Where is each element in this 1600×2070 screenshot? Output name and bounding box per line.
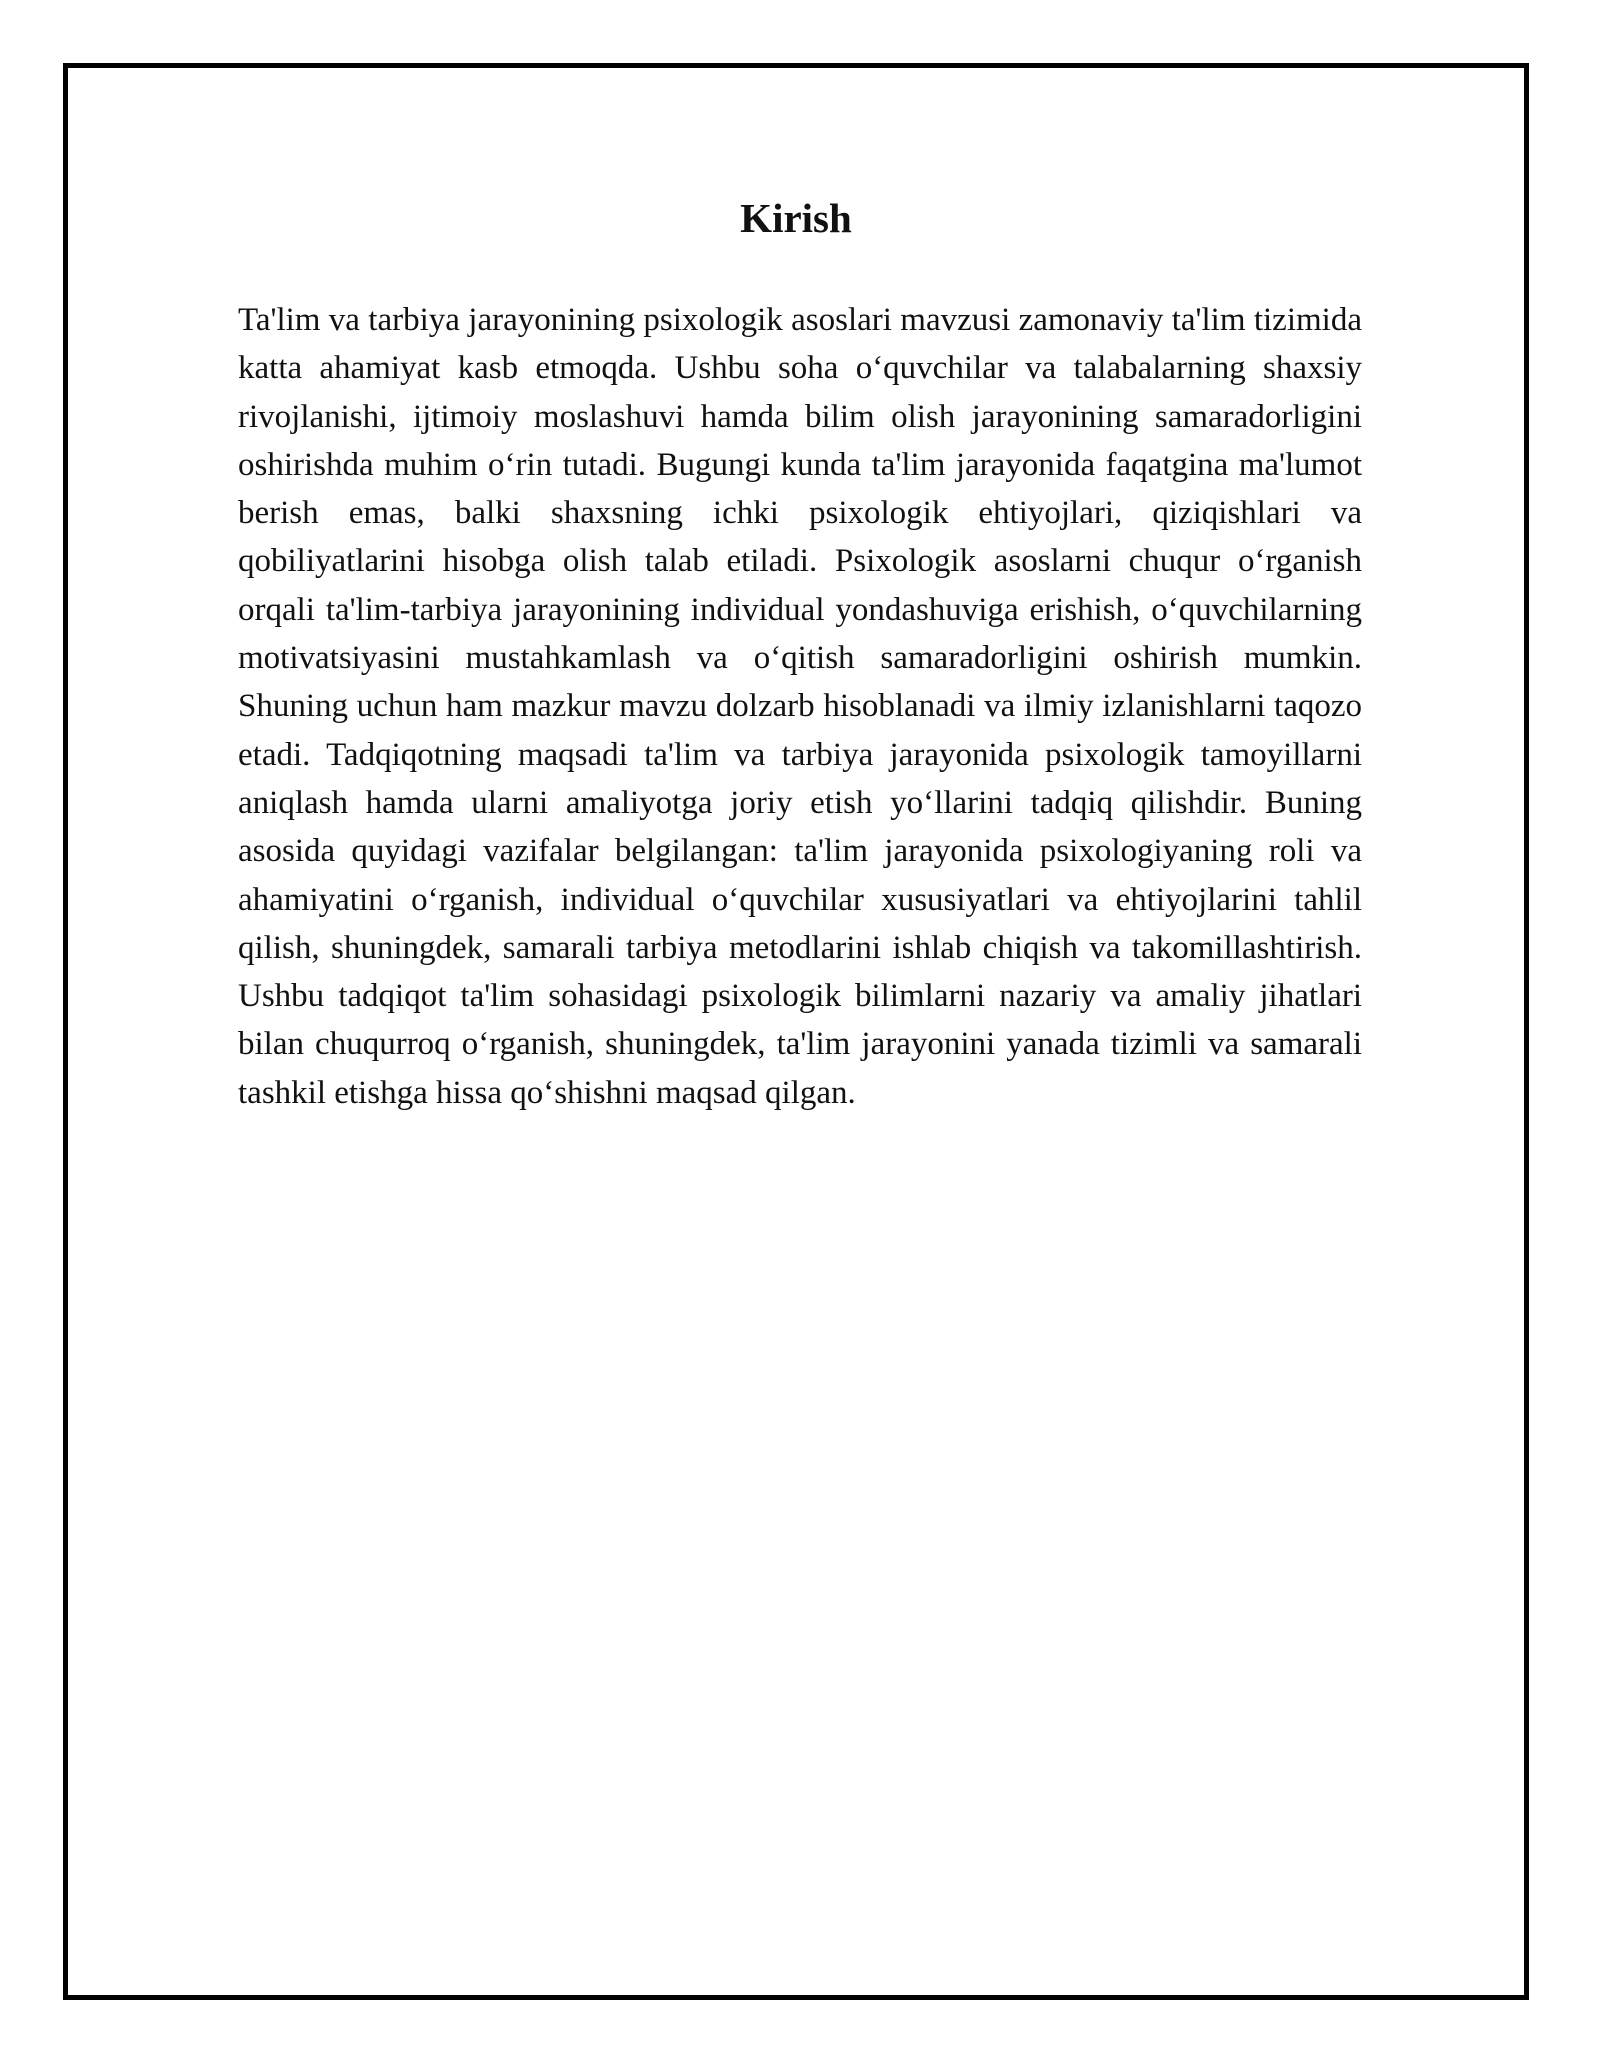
page-title: Kirish xyxy=(740,195,852,241)
body-paragraph: Ta'lim va tarbiya jarayonining psixologik asoslari mavzusi zamonaviy ta'lim tizimida katta ahamiyat kasb etmoqda. Ushbu soha o‘quvchilar va talabalarning shaxsiy rivojlanishi, ijtimoiy moslashuvi hamda bilim olish jarayonining samaradorligini oshirishda muhim o‘rin tutadi. Bugungi kunda ta'lim jarayonida faqatgina ma'lumot berish emas, balki shaxsning ichki psixologik ehtiyojlari, qiziqishlari va qobiliyatlarini hisobga olish talab etiladi. Psixologik asoslarni chuqur o‘rganish orqali ta'lim-tarbiya jarayonining individual yondashuviga erishish, o‘quvchilarning motivatsiyasini mustahkamlash va o‘qitish samaradorligini oshirish mumkin. Shuning uchun ham mazkur mavzu dolzarb hisoblanadi va ilmiy izlanishlarni taqozo etadi. Tadqiqotning maqsadi ta'lim va tarbiya jarayonida psixologik tamoyillarni aniqlash hamda ularni amaliyotga joriy etish yo‘llarini tadqiq qilishdir. Buning asosida quyidagi vazifalar belgilangan: ta'lim jarayonida psixologiyaning roli va ahamiyatini o‘rganish, individual o‘quvchilar xususiyatlari va ehtiyojlarini tahlil qilish, shuningdek, samarali tarbiya metodlarini ishlab chiqish va takomillashtirish. Ushbu tadqiqot ta'lim sohasidagi psixologik bilimlarni nazariy va amaliy jihatlari bilan chuqurroq o‘rganish, shuningdek, ta'lim jarayonini yanada tizimli va samarali tashkil etishga hissa qo‘shishni maqsad qilgan. xyxy=(238,302,1362,1111)
page-border xyxy=(63,63,1529,2000)
